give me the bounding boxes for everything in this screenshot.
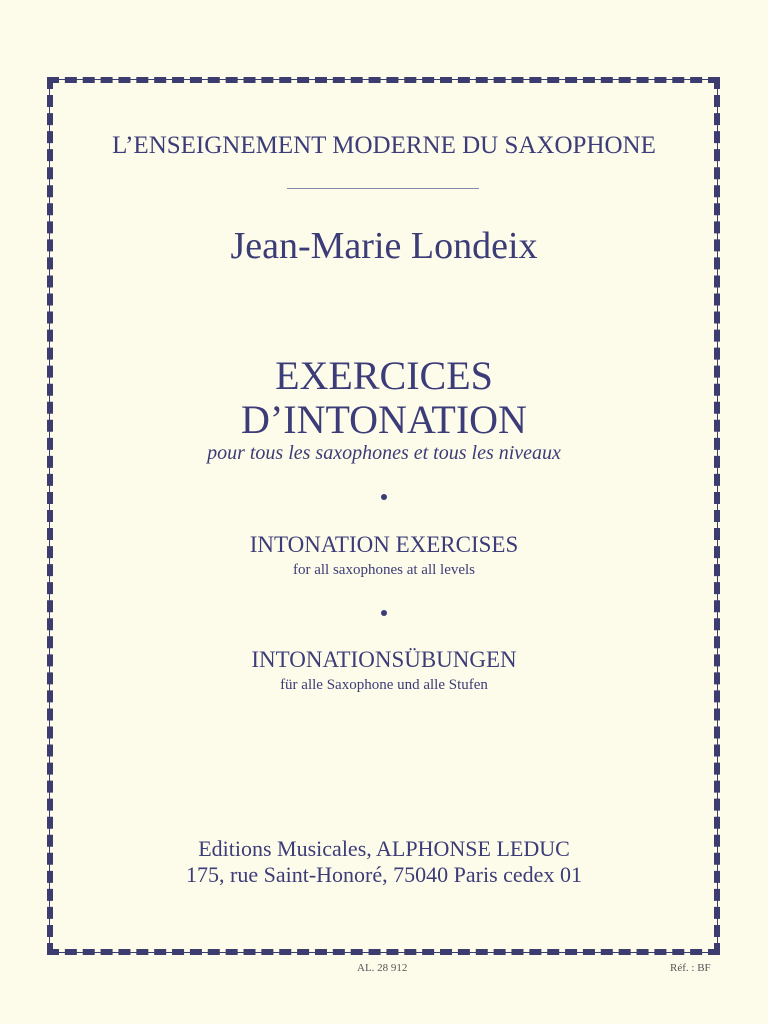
decorative-border xyxy=(47,77,720,955)
subtitle-fr: pour tous les saxophones et tous les niveaux xyxy=(207,442,561,464)
author-name: Jean-Marie Londeix xyxy=(230,225,538,267)
title-fr-line2: D’INTONATION xyxy=(241,397,527,442)
bullet-separator xyxy=(381,610,387,616)
catalog-number: AL. 28 912 xyxy=(357,962,408,974)
reference-code: Réf. : BF xyxy=(670,962,711,974)
subtitle-de: für alle Saxophone und alle Stufen xyxy=(280,677,488,693)
title-de: INTONATIONSÜBUNGEN xyxy=(251,647,517,672)
publisher-name: Editions Musicales, ALPHONSE LEDUC xyxy=(198,836,570,861)
publisher-address: 175, rue Saint-Honoré, 75040 Paris cedex 01 xyxy=(186,862,582,887)
divider-rule xyxy=(287,188,479,189)
title-fr-line1: EXERCICES xyxy=(275,353,493,398)
series-title: L’ENSEIGNEMENT MODERNE DU SAXOPHONE xyxy=(112,132,656,159)
bullet-separator xyxy=(381,494,387,500)
subtitle-en: for all saxophones at all levels xyxy=(292,562,476,578)
title-en: INTONATION EXERCISES xyxy=(249,532,519,557)
